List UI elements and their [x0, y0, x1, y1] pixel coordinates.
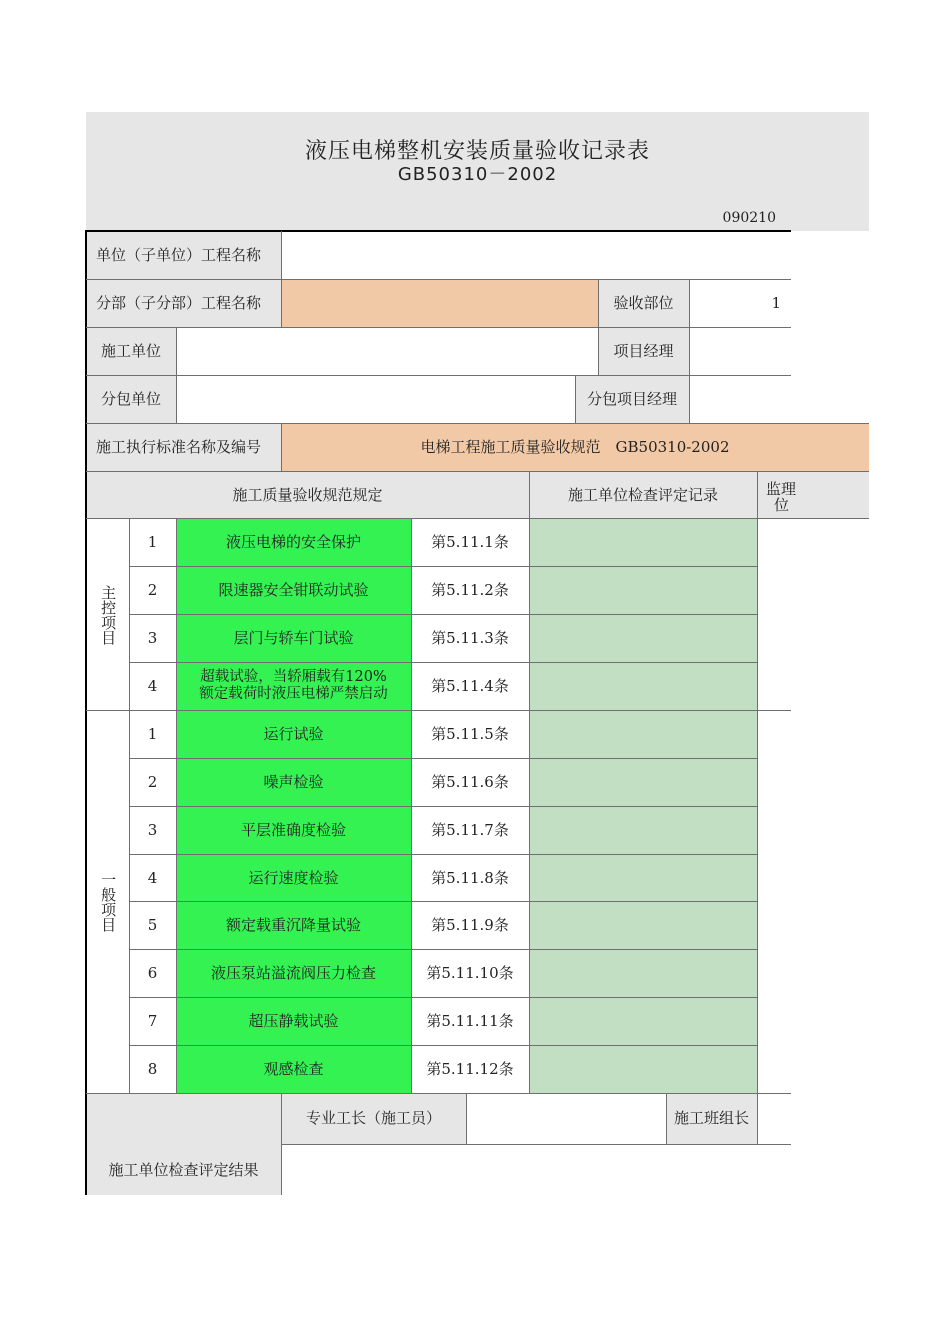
general-item-check-field[interactable]	[529, 807, 757, 855]
general-item-number: 5	[147, 916, 158, 935]
general-item-name: 观感检查	[176, 1046, 411, 1093]
general-item-check-field[interactable]	[529, 711, 757, 759]
subcontract-unit-field[interactable]	[176, 376, 575, 424]
construction-unit-label: 施工单位	[86, 328, 176, 376]
sub-project-label: 分部（子分部）工程名称	[86, 280, 281, 328]
general-item-number: 7	[147, 1012, 158, 1031]
main-item-check-field[interactable]	[529, 519, 757, 567]
main-item-name: 限速器安全钳联动试验	[176, 567, 411, 615]
general-item-name: 运行试验	[176, 711, 411, 759]
check-result-label: 施工单位检查评定结果	[108, 1160, 259, 1179]
general-items-group-label: 一般项目	[99, 872, 118, 932]
general-item-clause: 第5.11.11条	[426, 1012, 514, 1031]
general-item-name: 液压泵站溢流阀压力检查	[176, 950, 411, 998]
general-item-clause: 第5.11.7条	[431, 821, 509, 840]
general-item-number: 2	[147, 773, 158, 792]
general-item-check-field[interactable]	[529, 1046, 757, 1093]
general-item-check-field[interactable]	[529, 998, 757, 1046]
project-manager-label: 项目经理	[598, 328, 689, 376]
main-item-check-field[interactable]	[529, 567, 757, 615]
subcontract-unit-label: 分包单位	[86, 376, 176, 424]
subcontract-manager-field[interactable]	[689, 376, 791, 424]
form-number: 090210	[722, 210, 776, 226]
supervision-header-line2: 位	[774, 496, 790, 514]
general-item-clause: 第5.11.12条	[426, 1059, 514, 1078]
main-item-name-line1: 超载试验，当轿厢载有120%	[200, 669, 387, 685]
general-item-clause: 第5.11.8条	[431, 868, 509, 887]
check-column-header: 施工单位检查评定记录	[529, 472, 757, 519]
general-item-clause: 第5.11.10条	[426, 964, 514, 983]
general-item-check-field[interactable]	[529, 759, 757, 807]
general-item-check-field[interactable]	[529, 902, 757, 950]
general-item-clause: 第5.11.5条	[431, 725, 509, 744]
general-item-name: 额定载重沉降量试验	[176, 902, 411, 950]
main-item-name	[176, 663, 411, 711]
unit-project-field[interactable]	[281, 232, 791, 280]
standard-code: GB50310－2002	[397, 164, 558, 185]
unit-project-label: 单位（子单位）工程名称	[86, 232, 281, 280]
general-item-number: 1	[147, 725, 158, 744]
general-item-name: 运行速度检验	[176, 855, 411, 902]
main-item-number: 4	[147, 677, 158, 696]
check-result-field[interactable]	[281, 1146, 791, 1195]
supervision-column-header	[757, 472, 869, 519]
main-item-name: 层门与轿车门试验	[176, 615, 411, 663]
main-item-name-line2: 额定载荷时液压电梯严禁启动	[199, 686, 388, 702]
general-item-number: 4	[147, 868, 158, 887]
standard-label: 施工执行标准名称及编号	[86, 424, 281, 472]
main-item-number: 1	[147, 533, 158, 552]
acceptance-part-field[interactable]: 1	[689, 280, 791, 328]
main-item-clause: 第5.11.3条	[431, 629, 509, 648]
standard-field[interactable]: 电梯工程施工质量验收规范 GB50310-2002	[281, 424, 869, 472]
main-item-name: 液压电梯的安全保护	[176, 519, 411, 567]
main-item-clause: 第5.11.2条	[431, 581, 509, 600]
main-item-check-field[interactable]	[529, 615, 757, 663]
general-item-number: 3	[147, 821, 158, 840]
main-items-group-label: 主控项目	[99, 585, 118, 645]
spec-column-header: 施工质量验收规范规定	[86, 472, 529, 519]
project-manager-field[interactable]	[689, 328, 791, 376]
main-item-clause: 第5.11.1条	[431, 533, 509, 552]
general-item-name: 噪声检验	[176, 759, 411, 807]
team-leader-field[interactable]	[757, 1094, 791, 1144]
main-item-number: 3	[147, 629, 158, 648]
general-item-clause: 第5.11.6条	[431, 773, 509, 792]
foreman-field[interactable]	[466, 1094, 666, 1144]
main-item-check-field[interactable]	[529, 663, 757, 711]
general-item-name: 超压静载试验	[176, 998, 411, 1046]
general-item-clause: 第5.11.9条	[431, 916, 509, 935]
sub-project-field[interactable]	[281, 280, 598, 328]
general-item-check-field[interactable]	[529, 950, 757, 998]
team-leader-label: 施工班组长	[666, 1094, 757, 1144]
main-item-clause: 第5.11.4条	[431, 677, 509, 696]
foreman-label: 专业工长（施工员）	[281, 1094, 466, 1144]
form-title: 液压电梯整机安装质量验收记录表	[304, 139, 650, 164]
subcontract-manager-label: 分包项目经理	[575, 376, 689, 424]
general-item-name: 平层准确度检验	[176, 807, 411, 855]
supervision-header-line1: 监理	[766, 480, 797, 498]
general-item-number: 8	[147, 1059, 158, 1078]
main-item-number: 2	[147, 581, 158, 600]
acceptance-part-label: 验收部位	[598, 280, 689, 328]
general-item-check-field[interactable]	[529, 855, 757, 902]
general-item-number: 6	[147, 964, 158, 983]
construction-unit-field[interactable]	[176, 328, 598, 376]
